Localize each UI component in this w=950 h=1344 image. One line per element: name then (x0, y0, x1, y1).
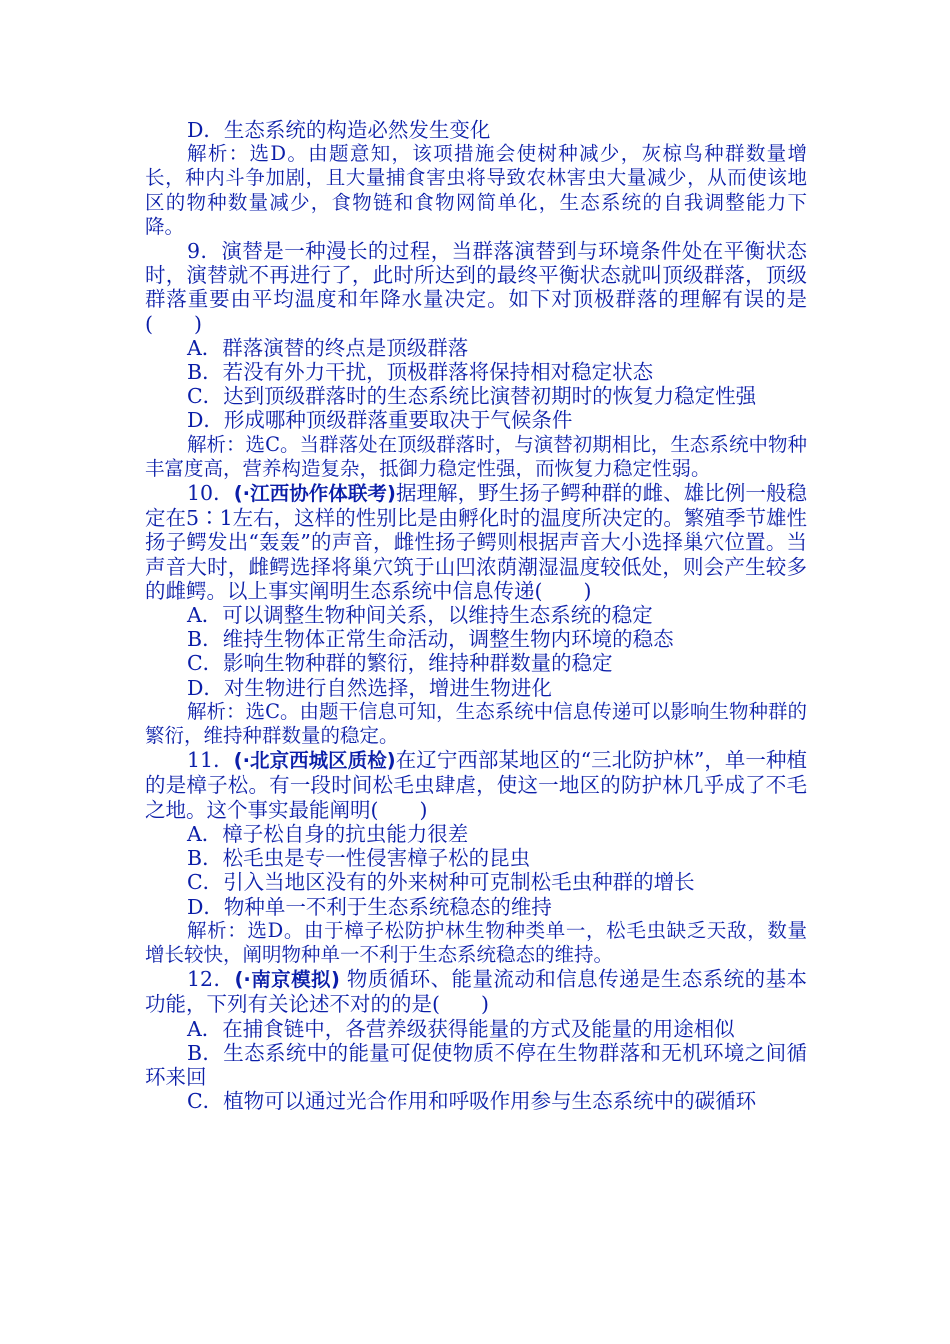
q11-option-b: B．松毛虫是专一性侵害樟子松的昆虫 (187, 846, 531, 871)
q11-number: 11． (187, 748, 234, 773)
q11-source: (·北京西城区质检) (233, 749, 396, 773)
q11-text: 在辽宁西部某地区的“三北防护林”，单一种植的是樟子松。有一段时间松毛虫肆虐，使这一地区的防护林几乎成了不毛之地。这个事实最能阐明( ) (145, 748, 807, 822)
q12-number: 12． (187, 967, 235, 992)
q11-solution: 解析：选D。由于樟子松防护林生物种类单一，松毛虫缺乏天敌，数量增长较快，阐明物种单一不利于生态系统稳态的维持。 (145, 918, 807, 966)
q9-option-a: A．群落演替的终点是顶级群落 (187, 335, 469, 360)
q9-option-b: B．若没有外力干扰，顶极群落将保持相对稳定状态 (187, 360, 654, 385)
q12-option-a: A．在捕食链中，各营养级获得能量的方式及能量的用途相似 (187, 1016, 735, 1041)
q12-stem (145, 967, 807, 1016)
q8-option-d: D．生态系统的构造必然发生变化 (187, 118, 491, 142)
q11-stem (145, 748, 807, 822)
q10-option-b: B．维持生物体正常生命活动，调整生物内环境的稳态 (187, 627, 674, 652)
q8-solution: 解析：选D。由题意知，该项措施会使树种减少，灰椋鸟种群数量增长，种内斗争加剧，且大量捕食害虫将导致农林害虫大量减少，从而使该地区的物种数量减少，食物链和食物网简单化，生态系统的自我调整能力下降。 (145, 142, 807, 238)
q11-option-c: C．引入当地区没有的外来树种可克制松毛虫种群的增长 (187, 870, 695, 895)
q10-option-c: C．影响生物种群的繁衍，维持种群数量的稳定 (187, 651, 613, 676)
q10-source: (·江西协作体联考) (233, 482, 396, 506)
q12-source: (·南京模拟) (234, 968, 340, 992)
q9-option-d: D．形成哪种顶级群落重要取决于气候条件 (187, 408, 573, 433)
q10-text: 据理解，野生扬子鳄种群的雌、雄比例一般稳定在5∶1左右，这样的性别比是由孵化时的温度所决定的。繁殖季节雄性扬子鳄发出“轰轰”的声音，雌性扬子鳄则根据声音大小选择巢穴位置。当声音大时，雌鳄选择将巢穴筑于山凹浓荫潮湿温度较低处，则会产生较多的雌鳄。以上事实阐明生态系统中信息传递( ) (145, 481, 808, 603)
q9-stem: 9．演替是一种漫长的过程，当群落演替到与环境条件处在平衡状态时，演替就不再进行了，此时所达到的最终平衡状态就叫顶级群落，顶级群落重要由平均温度和年降水量决定。如下对顶极群落的理解有误的是( ) (145, 239, 807, 336)
q9-option-c: C．达到顶级群落时的生态系统比演替初期时的恢复力稳定性强 (187, 384, 757, 409)
q12-option-b: B．生态系统中的能量可促使物质不停在生物群落和无机环境之间循环来回 (145, 1040, 807, 1089)
q10-option-a: A．可以调整生物种间关系，以维持生态系统的稳定 (187, 603, 653, 628)
q10-solution: 解析：选C。由题干信息可知，生态系统中信息传递可以影响生物种群的繁衍，维持种群数量的稳定。 (145, 699, 807, 748)
q10-stem (145, 481, 807, 603)
q11-option-a: A．樟子松自身的抗虫能力很差 (187, 821, 469, 846)
q10-option-d: D．对生物进行自然选择，增进生物进化 (187, 675, 552, 700)
q10-number: 10． (187, 481, 234, 506)
q9-solution: 解析：选C。当群落处在顶级群落时，与演替初期相比，生态系统中物种丰富度高，营养构造复杂，抵御力稳定性强，而恢复力稳定性弱。 (145, 432, 807, 480)
q11-option-d: D．物种单一不利于生态系统稳态的维持 (187, 894, 552, 919)
q12-option-c: C．植物可以通过光合作用和呼吸作用参与生态系统中的碳循环 (187, 1089, 757, 1114)
q12-text: 物质循环、能量流动和信息传递是生态系统的基本功能，下列有关论述不对的的是( ) (145, 967, 808, 1017)
